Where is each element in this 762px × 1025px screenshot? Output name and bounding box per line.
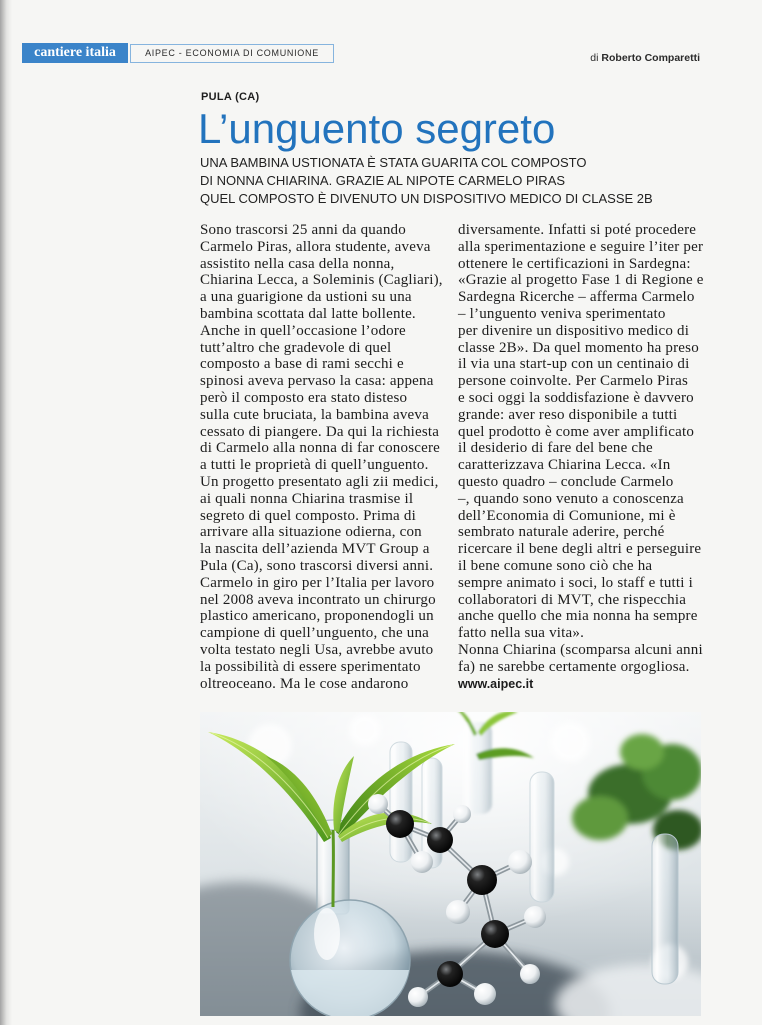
article-photo: [200, 712, 701, 1016]
byline-author: Roberto Comparetti: [601, 52, 700, 64]
subtitle-line: DI NONNA CHIARINA. GRAZIE AL NIPOTE CARMELO PIRAS: [200, 173, 566, 188]
body-line: Chiarina Lecca, a Soleminis (Cagliari),: [200, 272, 443, 289]
body-line: Nonna Chiarina (scomparsa alcuni anni: [458, 641, 703, 658]
body-line: alla sperimentazione e seguire l’iter per: [458, 238, 704, 255]
body-line: e soci oggi la soddisfazione è davvero: [458, 389, 694, 406]
body-line: ottenere le certificazioni in Sardegna:: [458, 255, 691, 272]
subtitle-line: QUEL COMPOSTO È DIVENUTO UN DISPOSITIVO MEDICO DI CLASSE 2B: [200, 191, 653, 206]
body-line: –, quando sono venuto a conoscenza: [458, 490, 684, 507]
body-line: sulla cute bruciata, la bambina aveva: [200, 406, 429, 423]
body-line: volta testato negli Usa, avrebbe avuto: [200, 641, 434, 658]
body-line: Carmelo Piras, allora studente, aveva: [200, 238, 431, 255]
body-line: arrivare alla situazione odierna, con: [200, 524, 422, 541]
article-subtitle: [200, 154, 653, 208]
byline-prefix: di: [590, 52, 599, 64]
body-line: caratterizzava Chiarina Lecca. «In: [458, 457, 671, 474]
body-line: però il composto era stato disteso: [200, 389, 408, 406]
section-label: AIPEC - ECONOMIA DI COMUNIONE: [130, 44, 334, 63]
body-line: Carmelo in giro per l’Italia per lavoro: [200, 574, 435, 591]
body-line: Anche in quell’occasione l’odore: [200, 322, 406, 339]
body-line: «Grazie al progetto Fase 1 di Regione e: [458, 272, 704, 289]
body-line: plastico americano, proponendogli un: [200, 608, 434, 625]
body-column-2: [458, 222, 704, 692]
body-line: il desiderio di fare del bene che: [458, 440, 653, 457]
body-line: spinosi aveva pervaso la casa: appena: [200, 373, 434, 390]
website-link[interactable]: www.aipec.it: [458, 676, 534, 691]
body-line: – l’unguento veniva sperimentato: [458, 305, 666, 322]
body-line: Pula (Ca), sono trascorsi diversi anni.: [200, 557, 434, 574]
body-line: classe 2B». Da quel momento ha preso: [458, 339, 699, 356]
page-binding-shadow: [0, 0, 12, 1025]
article-location: PULA (CA): [201, 91, 260, 103]
body-line: dell’Economia di Comunione, mi è: [458, 507, 676, 524]
body-line: grande: aver reso disponibile a tutti: [458, 406, 678, 423]
laboratory-plant-photo: [200, 712, 701, 1016]
byline: [556, 52, 700, 64]
body-line: campione di quell’unguento, che una: [200, 625, 430, 642]
body-line: la possibilità di essere sperimentato: [200, 658, 421, 675]
body-line: di Carmelo alla nonna di far conoscere: [200, 440, 441, 457]
body-line: quel prodotto è come aver amplificato: [458, 423, 695, 440]
body-line: fatto nella sua vita».: [458, 625, 585, 642]
body-line: ricercare il bene degli altri e perseguire: [458, 541, 702, 558]
article-title: L’unguento segreto: [198, 105, 556, 152]
subtitle-line: UNA BAMBINA USTIONATA È STATA GUARITA COL COMPOSTO: [200, 155, 587, 170]
body-column-1: [200, 222, 443, 692]
body-line: assistito nella casa della nonna,: [200, 255, 395, 272]
body-line: segreto di quel composto. Prima di: [200, 507, 416, 524]
body-line: persone coinvolte. Per Carmelo Piras: [458, 373, 689, 390]
body-line: oltreoceano. Ma le cose andarono: [200, 675, 409, 692]
background-tube: [652, 834, 678, 984]
body-line: il bene comune sono ciò che ha: [458, 557, 653, 574]
body-line: a tutti le proprietà di quell’unguento.: [200, 457, 429, 474]
body-line: bambina scottata dal latte bollente.: [200, 305, 416, 322]
body-line: collaboratori di MVT, che rispecchia: [458, 591, 687, 608]
body-line: composto a base di rami secchi e: [200, 356, 404, 373]
body-line: sembrato naturale aderire, perché: [458, 524, 665, 541]
section-badge: cantiere italia: [22, 43, 128, 63]
body-line: Sono trascorsi 25 anni da quando: [200, 222, 406, 238]
body-line: nel 2008 aveva incontrato un chirurgo: [200, 591, 436, 608]
body-line: il via una start-up con un centinaio di: [458, 356, 690, 373]
body-line: anche quello che mia nonna ha sempre: [458, 608, 698, 625]
body-line: Un progetto presentato agli zii medici,: [200, 473, 439, 490]
body-line: ai quali nonna Chiarina trasmise il: [200, 490, 414, 507]
body-line: questo quadro – conclude Carmelo: [458, 473, 674, 490]
body-line: tutt’altro che gradevole di quel: [200, 339, 392, 356]
body-line: cessato di piangere. Da qui la richiesta: [200, 423, 440, 440]
body-line: la nascita dell’azienda MVT Group a: [200, 541, 430, 558]
body-line: a una guarigione da ustioni su una: [200, 289, 412, 306]
body-line: fa) ne sarebbe certamente orgogliosa.: [458, 658, 690, 675]
body-line: Sardegna Ricerche – afferma Carmelo: [458, 289, 695, 306]
body-line: diversamente. Infatti si poté procedere: [458, 222, 697, 238]
body-line: sempre animato i soci, lo staff e tutti i: [458, 574, 693, 591]
body-line: per divenire un dispositivo medico di: [458, 322, 690, 339]
